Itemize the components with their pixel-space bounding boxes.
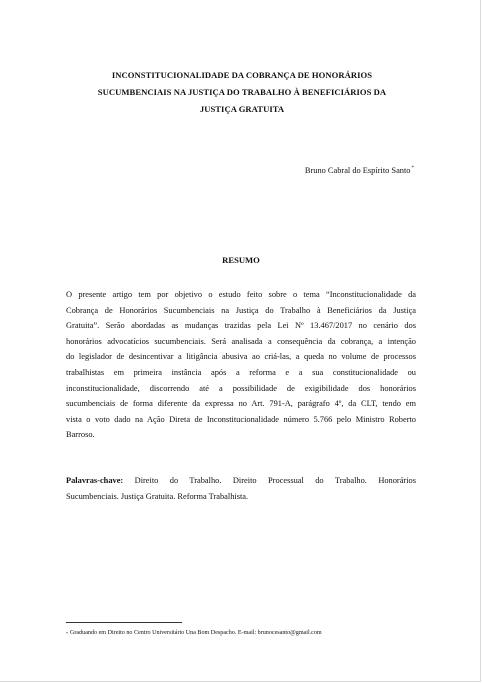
- abstract-line: Cobrança de Honorários Sucumbenciais na Justiça do Trabalho à Beneficiários da Justiça: [66, 305, 416, 315]
- keywords-text-1: Direito do Trabalho. Direito Processual do Trabalho. Honorários: [134, 476, 416, 485]
- author-footnote-marker: *: [411, 166, 414, 171]
- footnote-marker: *: [66, 631, 68, 636]
- abstract-body: [66, 287, 416, 443]
- keywords-label: Palavras-chave:: [66, 476, 124, 485]
- author-name-block: [305, 165, 414, 177]
- abstract-line: O presente artigo tem por objetivo o estudo feito sobre o tema “Inconstitucionalidade da: [66, 290, 416, 299]
- abstract-line: trabalhistas em primeira instância após a reforma e a sua constitucionalidade ou: [66, 367, 416, 377]
- title-line-3: JUSTIÇA GRATUITA: [199, 104, 285, 114]
- abstract-line: sucumbenciais de forma diferente da expressa no Art. 791-A, parágrafo 4º, da CLT, tendo em: [66, 399, 416, 409]
- keywords-block: [66, 473, 416, 504]
- footnote: [66, 629, 322, 638]
- abstract-line: inconstitucionalidade, discorrendo até a possibilidade de exigibilidade dos honorários: [66, 383, 416, 393]
- keywords-line-1: [66, 473, 416, 489]
- abstract-line: vista o voto dado na Ação Direta de Inconstitucionalidade número 5.766 pelo Ministro Roberto: [66, 414, 416, 424]
- keywords-line-2: Sucumbenciais. Justiça Gratuita. Reforma Trabalhista.: [66, 491, 249, 501]
- abstract-line: honorários advocatícios sucumbenciais. Será analisada a consequência da cobrança, a intenção: [66, 336, 416, 346]
- abstract-heading: RESUMO: [222, 255, 260, 265]
- title-line-2: SUCUMBENCIAIS NA JUSTIÇA DO TRABALHO À BENEFICIÁRIOS DA: [97, 87, 387, 97]
- footnote-text: Graduando em Direito no Centro Universitário Una Bom Despacho. E-mail: brunocesanto@gmail.com: [70, 630, 322, 636]
- abstract-line: do legislador de desincentivar a litigância abusiva ao criá-las, a queda no volume de processos: [66, 352, 416, 362]
- paper-title: [70, 67, 414, 118]
- author-name: Bruno Cabral do Espírito Santo: [304, 166, 411, 175]
- footnote-separator: [66, 622, 182, 623]
- abstract-line: Barroso.: [66, 430, 95, 440]
- title-line-1: INCONSTITUCIONALIDADE DA COBRANÇA DE HONORÁRIOS: [111, 70, 373, 80]
- abstract-line: Gratuita”. Serão abordadas as mudanças trazidas pela Lei Nº 13.467/2017 no cenário dos: [66, 321, 416, 331]
